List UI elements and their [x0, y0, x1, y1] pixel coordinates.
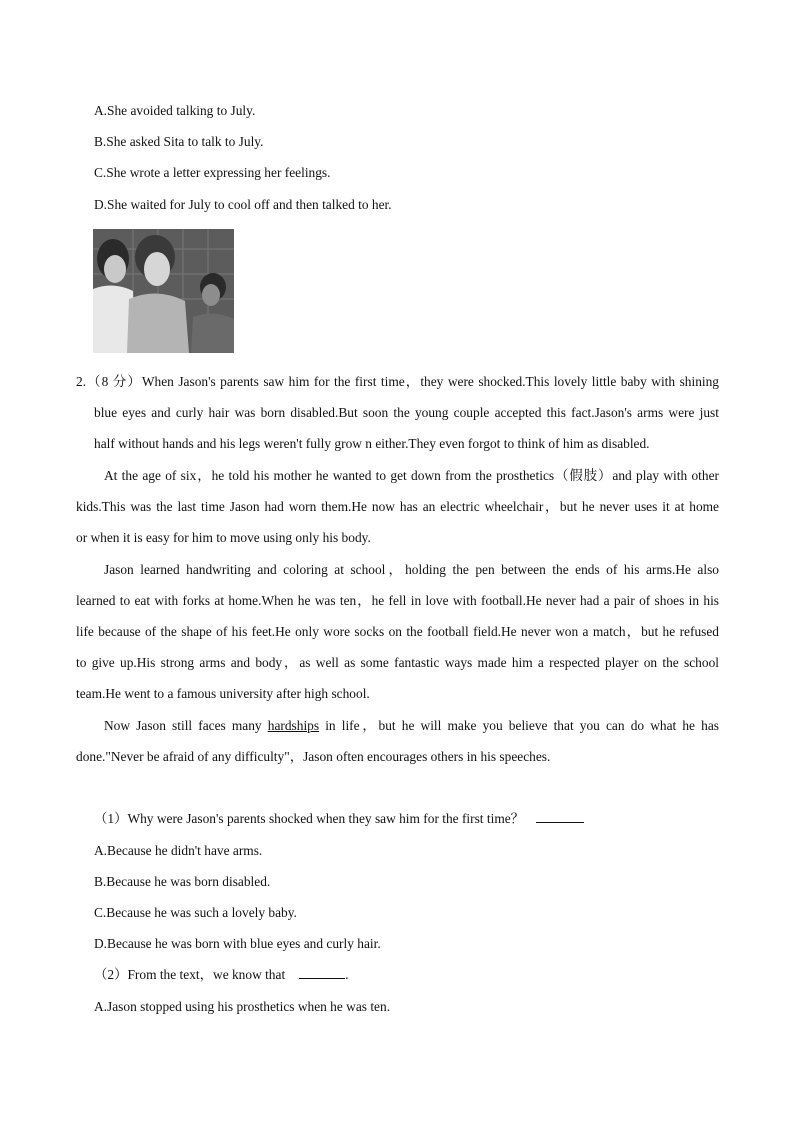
passage-p4-line2: done."Never be afraid of any difficulty"，Jason often encourages others in his speeches.	[76, 749, 551, 764]
option-a-prev: A.She avoided talking to July.	[94, 103, 256, 118]
sub2-option-a: A.Jason stopped using his prosthetics when he was ten.	[94, 999, 391, 1014]
sub1-option-c: C.Because he was such a lovely baby.	[94, 905, 297, 920]
sub-question-2-period: .	[345, 967, 349, 982]
option-b-prev: B.She asked Sita to talk to July.	[94, 134, 264, 149]
passage-p3-line3: life because of the shape of his feet.He only wore socks on the football field.He never won a match，but he refused	[76, 624, 719, 639]
passage-p1-line3: half without hands and his legs weren't fully grow n either.They even forgot to think of him as disabled.	[94, 436, 650, 451]
passage-p1-line2: blue eyes and curly hair was born disabled.But soon the young couple accepted this fact.Jason's arms were just	[94, 405, 719, 420]
answer-blank	[536, 810, 584, 823]
option-d-prev: D.She waited for July to cool off and then talked to her.	[94, 197, 392, 212]
sub1-option-b: B.Because he was born disabled.	[94, 874, 271, 889]
passage-p3-line5: team.He went to a famous university after high school.	[76, 686, 370, 701]
passage-p3-line2: learned to eat with forks at home.When he was ten，he fell in love with football.He never had a pair of shoes in his	[76, 593, 719, 608]
passage-p2-line3: or when it is easy for him to move using only his body.	[76, 530, 371, 545]
sub1-option-d: D.Because he was born with blue eyes and curly hair.	[94, 936, 381, 951]
answer-blank	[299, 966, 345, 979]
passage-p1-line1	[76, 373, 719, 391]
passage-p4-line1	[104, 717, 719, 735]
underlined-word: hardships	[267, 718, 320, 733]
sub-question-1	[94, 810, 584, 828]
question-number: 2.	[76, 374, 87, 389]
sub1-option-a: A.Because he didn't have arms.	[94, 843, 263, 858]
passage-text: When Jason's parents saw him for the first time，they were shocked.This lovely little baby with shining	[141, 374, 720, 389]
passage-p2-line2: kids.This was the last time Jason had worn them.He now has an electric wheelchair，but he never uses it at home	[76, 499, 719, 514]
option-c-prev: C.She wrote a letter expressing her feelings.	[94, 165, 331, 180]
photo-three-girls	[93, 229, 234, 353]
passage-p3-line4: to give up.His strong arms and body，as well as some fantastic ways made him a respected player on the school	[76, 655, 719, 670]
question-points: （8 分）	[86, 374, 142, 389]
sub-question-1-stem: （1）Why were Jason's parents shocked when they saw him for the first time？	[94, 811, 525, 826]
sub-question-2	[94, 966, 349, 984]
passage-p3-line1: Jason learned handwriting and coloring at school，holding the pen between the ends of his arms.He also	[104, 562, 719, 577]
passage-text: Now Jason still faces many	[104, 718, 262, 733]
sub-question-2-stem: （2）From the text，we know that	[94, 967, 286, 982]
passage-p2-line1: At the age of six，he told his mother he wanted to get down from the prosthetics（假肢）and play with other	[104, 468, 719, 483]
passage-text: in life，but he will make you believe that you can do what he has	[325, 718, 719, 733]
